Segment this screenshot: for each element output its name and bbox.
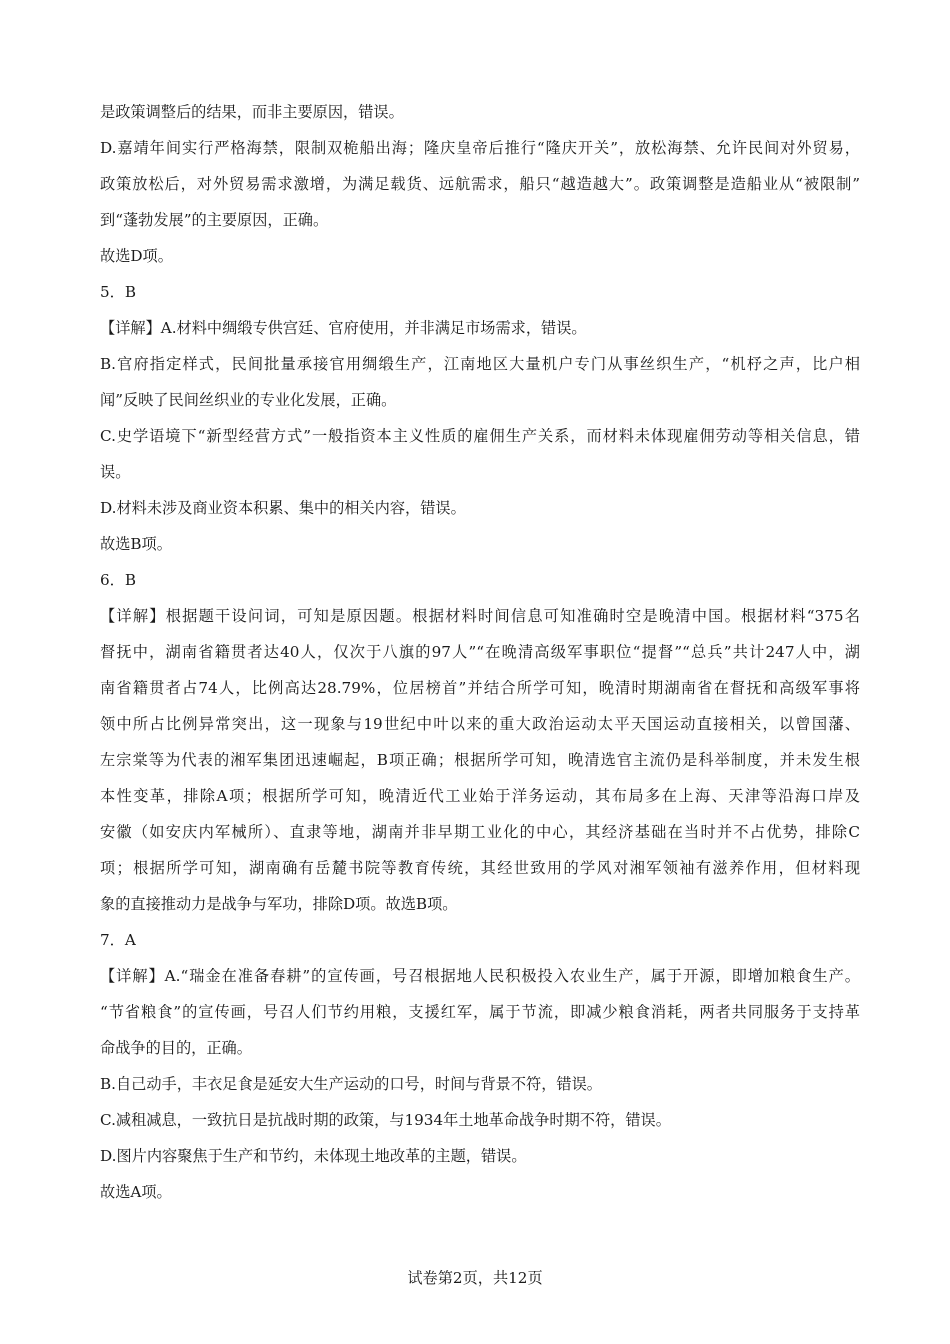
text-line: 5．B [100, 283, 137, 301]
text-line: 6．B [100, 571, 137, 589]
text-line: 闻”反映了民间丝织业的专业化发展，正确。 [100, 391, 397, 409]
text-line: B.自己动手，丰衣足食是延安大生产运动的口号，时间与背景不符，错误。 [100, 1075, 602, 1093]
text-line: “节省粮食”的宣传画，号召人们节约用粮，支援红军，属于节流，即减少粮食消耗，两者共同服务于支持革 [100, 1003, 860, 1021]
page-content [100, 94, 860, 1210]
text-line: 命战争的目的，正确。 [100, 1039, 252, 1057]
text-line: 7．A [100, 931, 136, 949]
text-line: 南省籍贯者占74人，比例高达28.79%，位居榜首”并结合所学可知，晚清时期湖南省在督抚和高级军事将 [100, 679, 860, 697]
text-line: 误。 [100, 463, 131, 481]
text-line: 督抚中，湖南省籍贯者达40人，仅次于八旗的97人”“在晚清高级军事职位“提督”“总兵”共计247人中，湖 [100, 643, 860, 661]
text-line: 【详解】根据题干设问词，可知是原因题。根据材料时间信息可知准确时空是晚清中国。根据材料“375名 [100, 607, 860, 625]
text-line: D.材料未涉及商业资本积累、集中的相关内容，错误。 [100, 499, 466, 517]
page-footer: 试卷第2页，共12页 [407, 1269, 543, 1287]
text-line: C.减租减息，一致抗日是抗战时期的政策，与1934年土地革命战争时期不符，错误。 [100, 1111, 671, 1129]
text-line: 政策放松后，对外贸易需求激增，为满足载货、远航需求，船只“越造越大”。政策调整是造船业从“被限制” [100, 175, 860, 193]
text-line: 故选A项。 [100, 1183, 172, 1201]
text-line: C.史学语境下“新型经营方式”一般指资本主义性质的雇佣生产关系，而材料未体现雇佣劳动等相关信息，错 [100, 427, 860, 445]
text-line: 领中所占比例异常突出，这一现象与19世纪中叶以来的重大政治运动太平天国运动直接相关，以曾国藩、 [100, 715, 860, 733]
text-line: 故选B项。 [100, 535, 172, 553]
text-line: D.图片内容聚焦于生产和节约，未体现土地改革的主题，错误。 [100, 1147, 527, 1165]
text-line: 左宗棠等为代表的湘军集团迅速崛起，B项正确；根据所学可知，晚清选官主流仍是科举制度，并未发生根 [100, 751, 860, 769]
text-line: 到“蓬勃发展”的主要原因，正确。 [100, 211, 329, 229]
text-line: 安徽（如安庆内军械所）、直隶等地，湖南并非早期工业化的中心，其经济基础在当时并不占优势，排除C [100, 823, 860, 841]
text-line: 象的直接推动力是战争与军功，排除D项。故选B项。 [100, 895, 458, 913]
text-line: 【详解】A.“瑞金在准备春耕”的宣传画，号召根据地人民积极投入农业生产，属于开源，即增加粮食生产。 [100, 967, 860, 985]
text-line: D.嘉靖年间实行严格海禁，限制双桅船出海；隆庆皇帝后推行“隆庆开关”，放松海禁、允许民间对外贸易， [100, 139, 860, 157]
text-line: 项；根据所学可知，湖南确有岳麓书院等教育传统，其经世致用的学风对湘军领袖有滋养作用，但材料现 [100, 859, 860, 877]
text-line: 本性变革，排除A项；根据所学可知，晚清近代工业始于洋务运动，其布局多在上海、天津等沿海口岸及 [100, 787, 860, 805]
text-line: B.官府指定样式，民间批量承接官用绸缎生产，江南地区大量机户专门从事丝织生产，“机杼之声，比户相 [100, 355, 860, 373]
text-line: 是政策调整后的结果，而非主要原因，错误。 [100, 103, 404, 121]
text-line: 【详解】A.材料中绸缎专供宫廷、官府使用，并非满足市场需求，错误。 [100, 319, 587, 337]
text-line: 故选D项。 [100, 247, 173, 265]
